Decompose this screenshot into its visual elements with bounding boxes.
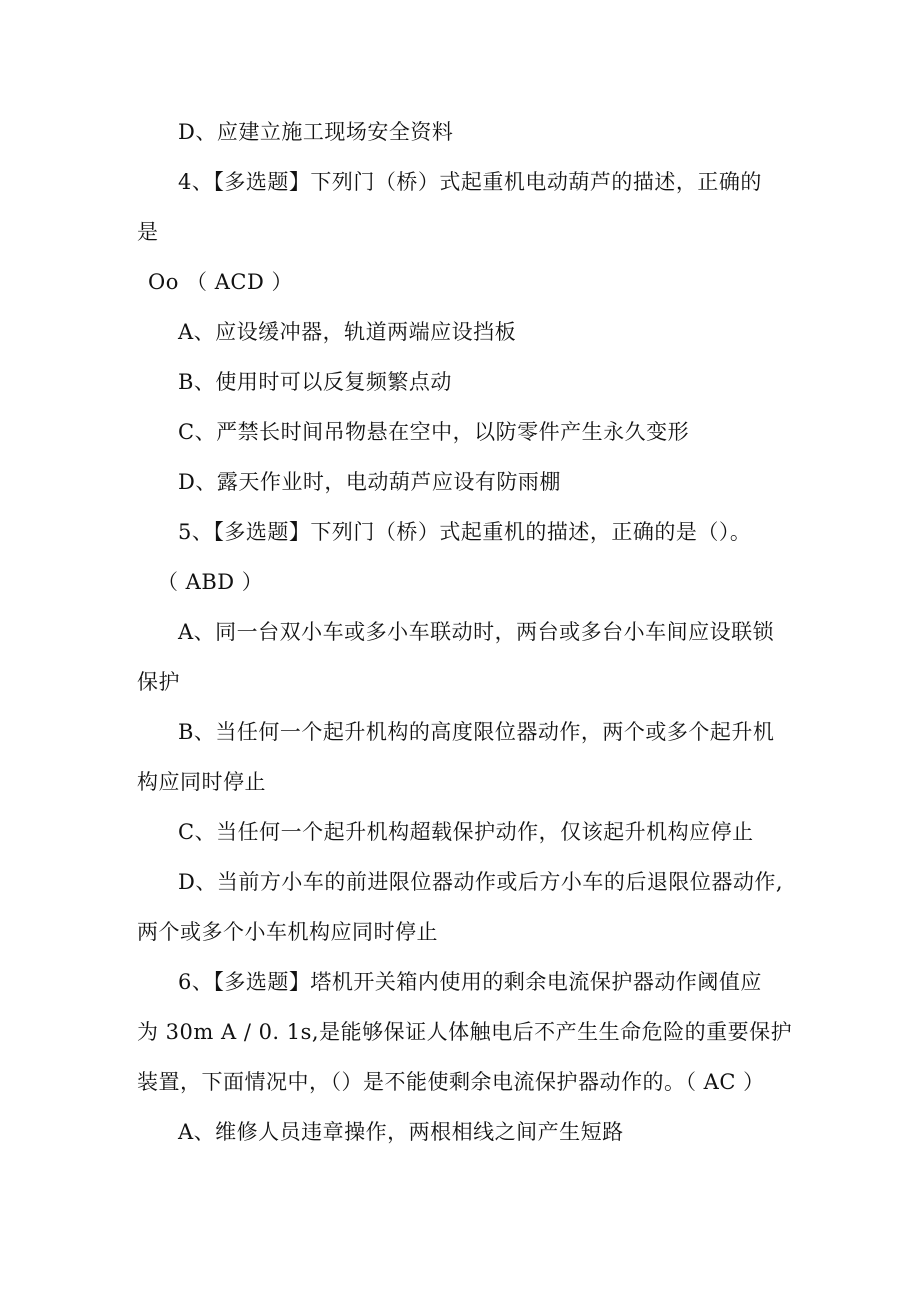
question-6-option-a: A、维修人员违章操作，两根相线之间产生短路 — [178, 1120, 624, 1144]
question-5-stem: 5、【多选题】下列门（桥）式起重机的描述，正确的是（）。 — [178, 520, 752, 544]
question-5-option-d: D、当前方小车的前进限位器动作或后方小车的后退限位器动作, — [178, 870, 784, 894]
question-4-option-d: D、露天作业时，电动葫芦应设有防雨棚 — [178, 470, 561, 494]
question-5-option-c: C、当任何一个起升机构超载保护动作，仅该起升机构应停止 — [178, 820, 754, 844]
question-4-option-a: A、应设缓冲器，轨道两端应设挡板 — [178, 320, 517, 344]
question-5-option-a-cont: 保护 — [137, 670, 180, 694]
question-5-answer: （ ABD ） — [157, 570, 264, 594]
question-6-stem: 6、【多选题】塔机开关箱内使用的剩余电流保护器动作阈值应 — [178, 970, 762, 994]
question-4-option-c: C、严禁长时间吊物悬在空中，以防零件产生永久变形 — [178, 420, 690, 444]
question-6-stem-cont-1: 为 30m A / 0. 1s,是能够保证人体触电后不产生生命危险的重要保护 — [137, 1020, 793, 1044]
question-4-option-b: B、使用时可以反复频繁点动 — [178, 370, 452, 394]
question-5-option-b: B、当任何一个起升机构的高度限位器动作，两个或多个起升机 — [178, 720, 775, 744]
question-5-option-a: A、同一台双小车或多小车联动时，两台或多台小车间应设联锁 — [178, 620, 775, 644]
question-4-stem: 4、【多选题】下列门（桥）式起重机电动葫芦的描述，正确的 — [178, 170, 762, 194]
question-4-answer: Oo （ ACD ） — [148, 270, 293, 294]
option-d-q3: D、应建立施工现场安全资料 — [178, 120, 454, 144]
question-5-option-d-cont: 两个或多个小车机构应同时停止 — [137, 920, 438, 944]
question-5-option-b-cont: 构应同时停止 — [137, 770, 266, 794]
question-6-stem-cont-2: 装置，下面情况中，（）是不能使剩余电流保护器动作的。（ AC ） — [137, 1070, 765, 1094]
question-4-stem-cont: 是 — [137, 220, 159, 244]
